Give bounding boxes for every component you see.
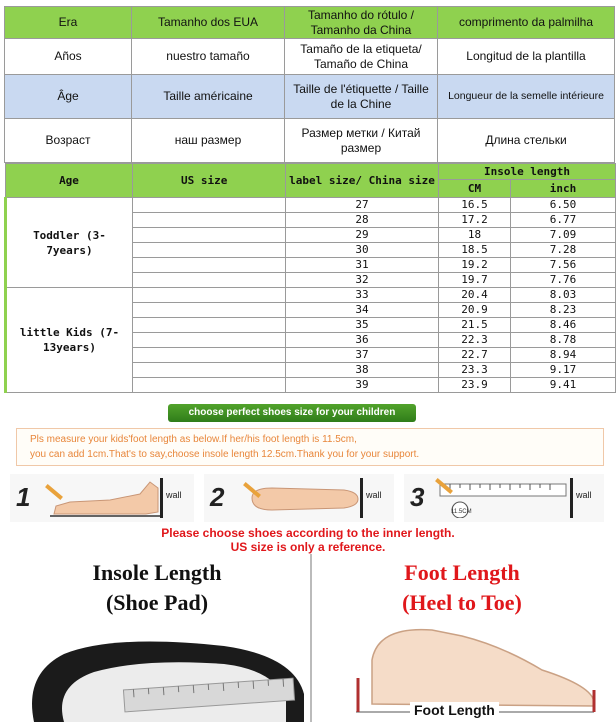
inch-cell: 7.56 <box>511 258 616 273</box>
cell-label-size-pt: Tamanho do rótulo / Tamanho da China <box>285 7 438 39</box>
row-portuguese <box>5 7 615 39</box>
inch-cell: 8.94 <box>511 348 616 363</box>
cell-label-size-fr: Taille de l'étiquette / Taille de la Chine <box>285 75 438 119</box>
inch-cell: 8.46 <box>511 318 616 333</box>
inch-cell: 8.78 <box>511 333 616 348</box>
step-1-number: 1 <box>16 482 31 512</box>
china-size-cell: 34 <box>286 303 439 318</box>
cm-cell: 20.4 <box>439 288 511 303</box>
foot-length-panel <box>312 554 612 722</box>
wall-label-3: wall <box>576 490 592 500</box>
wall-line <box>570 478 573 518</box>
cell-era: Era <box>5 7 132 39</box>
size-row <box>6 198 616 213</box>
header-age: Age <box>6 164 133 198</box>
china-size-cell: 33 <box>286 288 439 303</box>
step-3 <box>404 474 604 522</box>
step-2-number: 2 <box>210 482 225 512</box>
size-row <box>6 288 616 303</box>
heel-to-toe-title: (Heel to Toe) <box>402 590 522 615</box>
insole-length-panel <box>4 554 312 722</box>
row-spanish <box>5 39 615 75</box>
china-size-cell: 29 <box>286 228 439 243</box>
wall-line <box>360 478 363 518</box>
foot-side-icon <box>50 480 162 518</box>
us-size-cell <box>133 213 286 228</box>
us-size-cell <box>133 228 286 243</box>
cm-cell: 20.9 <box>439 303 511 318</box>
cell-insole-pt: comprimento da palmilha <box>438 7 615 39</box>
foot-top-icon <box>248 484 360 514</box>
wall-line <box>160 478 163 518</box>
china-size-cell: 38 <box>286 363 439 378</box>
note-line-2: you can add 1cm.That's to say,choose insole length 12.5cm.Thank you for your support. <box>30 449 420 460</box>
cell-label-size-es: Tamaño de la etiqueta/ Tamaño de China <box>285 39 438 75</box>
inch-cell: 9.17 <box>511 363 616 378</box>
header-label-size: label size/ China size <box>286 164 439 198</box>
us-size-cell <box>133 378 286 393</box>
us-size-cell <box>133 348 286 363</box>
row-french <box>5 75 615 119</box>
inch-cell: 8.03 <box>511 288 616 303</box>
wall-label-1: wall <box>166 490 182 500</box>
inch-cell: 7.09 <box>511 228 616 243</box>
cell-insole-fr: Longueur de la semelle intérieure <box>438 75 615 119</box>
us-size-cell <box>133 288 286 303</box>
cm-cell: 19.2 <box>439 258 511 273</box>
header-us-size: US size <box>133 164 286 198</box>
china-size-cell: 32 <box>286 273 439 288</box>
insole-illustration <box>24 634 304 722</box>
inch-cell: 7.28 <box>511 243 616 258</box>
cell-age-fr: Âge <box>5 75 132 119</box>
inch-cell: 7.76 <box>511 273 616 288</box>
inch-cell: 6.77 <box>511 213 616 228</box>
us-size-cell <box>133 243 286 258</box>
china-size-cell: 31 <box>286 258 439 273</box>
warning-text <box>0 526 616 554</box>
header-inch: inch <box>511 180 616 198</box>
note-line-1: Pls measure your kids'foot length as below.If her/his foot length is 11.5cm, <box>30 434 357 445</box>
us-size-cell <box>133 258 286 273</box>
age-group: little Kids (7-13years) <box>6 288 133 393</box>
china-size-cell: 36 <box>286 333 439 348</box>
cm-cell: 23.9 <box>439 378 511 393</box>
step-1 <box>10 474 194 522</box>
china-size-cell: 30 <box>286 243 439 258</box>
header-insole-length: Insole length <box>439 164 616 180</box>
cm-cell: 22.7 <box>439 348 511 363</box>
inch-cell: 6.50 <box>511 198 616 213</box>
cm-cell: 17.2 <box>439 213 511 228</box>
size-table <box>4 163 616 393</box>
choose-size-banner: choose perfect shoes size for your children <box>168 404 416 422</box>
china-size-cell: 37 <box>286 348 439 363</box>
wall-label-2: wall <box>366 490 382 500</box>
age-group: Toddler (3-7years) <box>6 198 133 288</box>
cell-us-size-fr: Taille américaine <box>132 75 285 119</box>
us-size-cell <box>133 303 286 318</box>
us-size-cell <box>133 198 286 213</box>
inch-cell: 8.23 <box>511 303 616 318</box>
header-cm: CM <box>439 180 511 198</box>
measure-note <box>30 432 600 462</box>
us-size-cell <box>133 273 286 288</box>
cm-cell: 21.5 <box>439 318 511 333</box>
cm-cell: 22.3 <box>439 333 511 348</box>
step-3-number: 3 <box>410 482 425 512</box>
cell-label-size-ru: Размер метки / Китай размер <box>285 119 438 163</box>
cm-cell: 19.7 <box>439 273 511 288</box>
cell-age-es: Años <box>5 39 132 75</box>
china-size-cell: 39 <box>286 378 439 393</box>
us-size-cell <box>133 318 286 333</box>
foot-length-caption: Foot Length <box>410 702 499 718</box>
cell-insole-ru: Длина стельки <box>438 119 615 163</box>
translation-table <box>4 6 615 163</box>
cell-us-size-es: nuestro tamaño <box>132 39 285 75</box>
insole-title: Insole Length <box>92 560 222 585</box>
warning-line-2: US size is only a reference. <box>230 540 386 554</box>
cell-us-size-pt: Tamanho dos EUA <box>132 7 285 39</box>
foot-length-title: Foot Length <box>404 560 520 585</box>
cm-cell: 23.3 <box>439 363 511 378</box>
us-size-cell <box>133 363 286 378</box>
step-2 <box>204 474 394 522</box>
china-size-cell: 35 <box>286 318 439 333</box>
cell-age-ru: Возраст <box>5 119 132 163</box>
ruler-label: 11.5CM <box>451 509 472 515</box>
row-russian <box>5 119 615 163</box>
shoe-pad-title: (Shoe Pad) <box>105 590 209 615</box>
warning-line-1: Please choose shoes according to the inner length. <box>161 526 455 540</box>
cell-insole-es: Longitud de la plantilla <box>438 39 615 75</box>
us-size-cell <box>133 333 286 348</box>
size-table-header <box>6 164 616 180</box>
inch-cell: 9.41 <box>511 378 616 393</box>
cm-cell: 16.5 <box>439 198 511 213</box>
china-size-cell: 28 <box>286 213 439 228</box>
cm-cell: 18 <box>439 228 511 243</box>
cell-us-size-ru: наш размер <box>132 119 285 163</box>
china-size-cell: 27 <box>286 198 439 213</box>
cm-cell: 18.5 <box>439 243 511 258</box>
